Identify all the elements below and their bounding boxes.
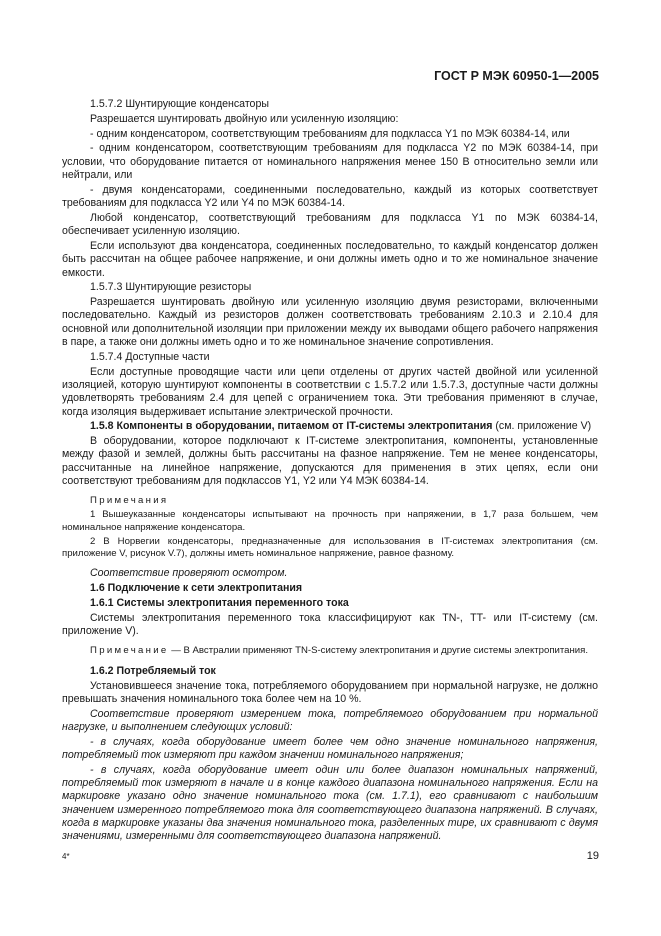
- clause-paragraph: [62, 420, 598, 433]
- compliance-text: Соответствие проверяют измерением тока, потребляемого оборудованием при нормальной нагрузке, и выполнением следующих условий:: [62, 707, 598, 733]
- list-item: - одним конденсатором, соответствующим требованиям для подкласса Y2 по МЭК 60384-14, при условии, что оборудование питается от номинального напряжения менее 150 В относительно земли или нейтрали, или: [62, 142, 598, 181]
- clause-heading: 1.5.7.2 Шунтирующие конденсаторы: [90, 98, 269, 110]
- standard-header: ГОСТ Р МЭК 60950-1—2005: [434, 69, 599, 83]
- note-text: — В Австралии применяют TN-S-систему электропитания и другие системы электропитания.: [168, 645, 589, 657]
- paragraph: Установившееся значение тока, потребляемого оборудованием при нормальной нагрузке, не должно превышать значения номинального тока более чем на 10 %.: [62, 679, 598, 705]
- clause-heading: 1.6.1 Системы электропитания переменного тока: [90, 596, 349, 609]
- note-item: 1 Вышеуказанные конденсаторы испытывают на прочность при напряжении, в 1,7 раза большем, чем номинальное напряжение конденсатора.: [62, 509, 598, 533]
- clause-heading: 1.5.7.4 Доступные части: [90, 350, 210, 363]
- list-item: - одним конденсатором, соответствующим требованиям для подкласса Y1 по МЭК 60384-14, или: [90, 127, 570, 140]
- section-heading: 1.6 Подключение к сети электропитания: [90, 582, 303, 595]
- paragraph: Если используют два конденсатора, соединенных последовательно, то каждый конденсатор должен быть рассчитан на общее рабочее напряжение, и они должны иметь одно и то же номинальное значение емкости.: [62, 239, 598, 279]
- clause-heading: 1.6.2 Потребляемый ток: [90, 664, 216, 677]
- paragraph: Если доступные проводящие части или цепи отделены от других частей двойной или усиленной изоляцией, которую шунтируют компоненты в соответствии с 1.5.7.2 или 1.5.7.3, доступные части должны удовлетворять требованиям 2.4 для цепей с ограничением тока. Эти требования применяют в случае, когда изоляция выдерживает испытание электрической прочности.: [62, 365, 598, 418]
- list-item: - в случаях, когда оборудование имеет один или более диапазон номинальных напряжений, потребляемый ток измеряют в начале и в конце каждого диапазона номинального напряжения. Если на маркировке указано одно значение номинального тока (см. 1.7.1), его сравнивают с наибольшим значением измеренного потребляемого тока для соответствующего диапазона напряжений. В случаях, когда в маркировке указаны два значения номинального тока, разделенных тире, их сравнивают с двумя значениями, измеренными для соответствующего диапазона напряжений.: [62, 763, 598, 843]
- paragraph: Системы электропитания переменного тока классифицируют как TN-, TT- или IT-систему (см. приложение V).: [62, 611, 598, 638]
- list-item: - двумя конденсаторами, соединенными последовательно, каждый из которых соответствует требованиям для подкласса Y2 или Y4 по МЭК 60384-14.: [62, 183, 598, 210]
- paragraph: В оборудовании, которое подключают к IT-системе электропитания, компоненты, установленные между фазой и землей, должны быть рассчитаны на фазное напряжение. Тем не менее конденсаторы, рассчитанные на линейное напряжение, допускаются для применения в этих цепях, если они соответствуют требованиям для подклассов Y1, Y2 или Y4 МЭК 60384-14.: [62, 435, 598, 488]
- note-label: Примечание: [90, 645, 169, 657]
- document-body: [62, 98, 598, 845]
- clause-heading: 1.5.7.3 Шунтирующие резисторы: [90, 281, 252, 294]
- clause-heading-rest: (см. приложение V): [492, 420, 592, 433]
- compliance-text: Соответствие проверяют осмотром.: [90, 567, 288, 580]
- note-item: 2 В Норвегии конденсаторы, предназначенные для использования в IT-системах электропитания (см. приложение V, рисунок V.7), должны иметь номинальное напряжение, равное фазному.: [62, 535, 598, 559]
- paragraph: Разрешается шунтировать двойную или усиленную изоляцию двумя резисторами, включенными последовательно. Каждый из резисторов должен соответствовать требованиям 2.10.3 и 2.10.4 для основной или дополнительной изоляции при приложении между их выводами общего рабочего напряжения в паре, а также они должны иметь одно и то же номинальное значение сопротивления.: [62, 296, 598, 349]
- notes-heading: Примечания: [90, 495, 169, 507]
- note-item: [62, 645, 598, 657]
- clause-heading-bold: 1.5.8 Компоненты в оборудовании, питаемом от IT-системы электропитания: [90, 420, 493, 433]
- paragraph: Любой конденсатор, соответствующий требованиям для подкласса Y1 по МЭК 60384-14, обеспечивает усиленную изоляцию.: [62, 211, 598, 238]
- paragraph: Разрешается шунтировать двойную или усиленную изоляцию:: [90, 112, 399, 125]
- signature-mark: 4*: [62, 852, 70, 861]
- page-number: 19: [586, 850, 599, 862]
- list-item: - в случаях, когда оборудование имеет более чем одно значение номинального напряжения, потребляемый ток измеряют при каждом значении номинального напряжения;: [62, 735, 598, 762]
